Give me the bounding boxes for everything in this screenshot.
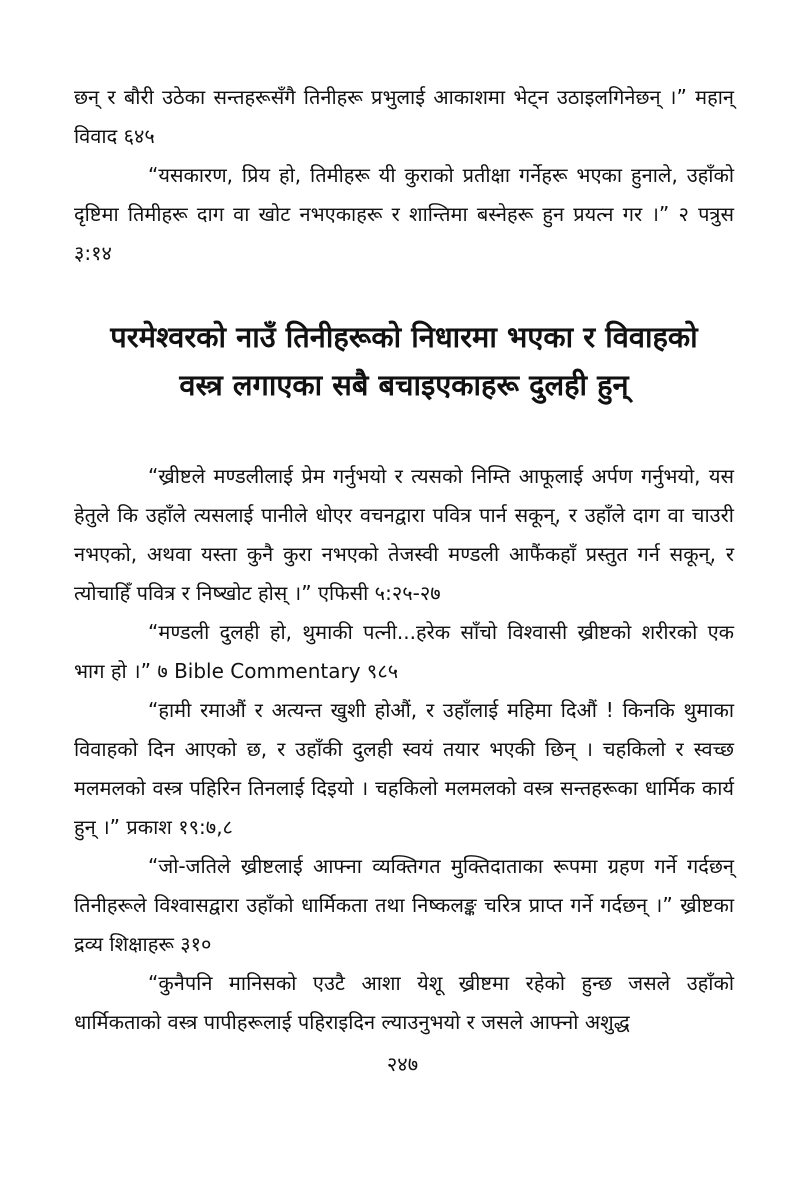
heading-line-2: वस्त्र लगाएका सबै बचाइएकाहरू दुलही हुन् bbox=[179, 368, 629, 402]
paragraph-revelation-quote: “हामी रमाऔं र अत्यन्त खुशी होऔं, र उहाँलाई महिमा दिऔं ! किनकि थुमाका विवाहको दिन आएको छ, र उहाँकी दुलही स्वयं तयार भएकी छिन् । चहकिलो र स्वच्छ मलमलको वस्त्र पहिरिन तिनलाई दिइयो । चहकिलो मलमलको वस्त्र सन्तहरूका धार्मिक कार्य हुन् ।” प्रकाश १९:७,८ bbox=[74, 698, 734, 839]
paragraph-ephesians-quote: “ख्रीष्टले मण्डलीलाई प्रेम गर्नुभयो र त्यसको निम्ति आफूलाई अर्पण गर्नुभयो, यस हेतुले कि उहाँले त्यसलाई पानीले धोएर वचनद्वारा पवित्र पार्न सकून्, र उहाँले दाग वा चाउरी नभएको, अथवा यस्ता कुनै कुरा नभएको तेजस्वी मण्डली आफैंकहाँ प्रस्तुत गर्न सकून्, र त्योचाहिँ पवित्र र निष्खोट होस् ।” एफिसी ५:२५-२७ bbox=[74, 464, 734, 605]
paragraph-christs-object-lessons-quote: “जो-जतिले ख्रीष्टलाई आफ्ना व्यक्तिगत मुक्तिदाताका रूपमा ग्रहण गर्ने गर्दछन् तिनीहरूले विश्वासद्वारा उहाँको धार्मिकता तथा निष्कलङ्क चरित्र प्राप्त गर्ने गर्दछन् ।” ख्रीष्टका द्रव्य शिक्षाहरू ३१० bbox=[74, 854, 734, 956]
paragraph-bible-commentary-quote: “मण्डली दुलही हो, थुमाकी पत्नी...हरेक साँचो विश्वासी ख्रीष्टको शरीरको एक भाग हो ।” ७ Bible Commentary ९८५ bbox=[74, 620, 734, 683]
paragraph-hope-in-christ: “कुनैपनि मानिसको एउटै आशा येशू ख्रीष्टमा रहेको हुन्छ जसले उहाँको धार्मिकताको वस्त्र पापीहरूलाई पहिराइदिन ल्याउनुभयो र जसले आफ्नो अशुद्ध bbox=[74, 971, 734, 1034]
section-heading bbox=[74, 313, 734, 409]
heading-line-1: परमेश्वरको नाउँ तिनीहरूको निधारमा भएका र विवाहको bbox=[110, 320, 698, 354]
paragraph-continuation: छन् र बौरी उठेका सन्तहरूसँगै तिनीहरू प्रभुलाई आकाशमा भेट्न उठाइलगिनेछन् ।” महान् विवाद ६४५ bbox=[74, 85, 734, 148]
paragraph-2-peter-quote: “यसकारण, प्रिय हो, तिमीहरू यी कुराको प्रतीक्षा गर्नेहरू भएका हुनाले, उहाँको दृष्टिमा तिमीहरू दाग वा खोट नभएकाहरू र शान्तिमा बस्नेहरू हुन प्रयत्न गर ।” २ पत्रुस ३:१४ bbox=[74, 163, 734, 265]
page-number: २४७ bbox=[386, 1052, 419, 1076]
page-content bbox=[74, 78, 734, 1042]
